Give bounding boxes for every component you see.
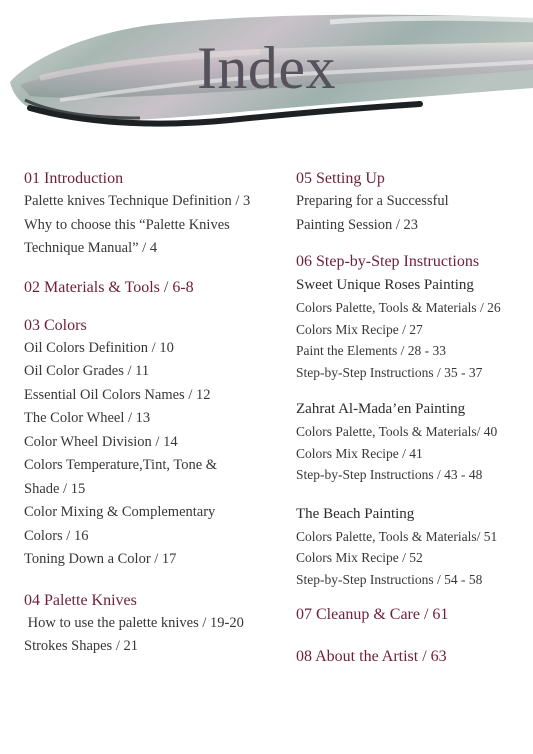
painting-title-zahrat[interactable]: Zahrat Al-Mada’en Painting xyxy=(296,401,466,417)
toc-entry[interactable]: Toning Down a Color / 17 xyxy=(24,551,177,567)
section-heading-palette-knives[interactable]: 04 Palette Knives xyxy=(24,591,137,609)
section-heading-introduction[interactable]: 01 Introduction xyxy=(24,170,124,187)
toc-entry[interactable]: Preparing for a Successful xyxy=(296,193,449,209)
section-heading-step-by-step[interactable]: 06 Step-by-Step Instructions xyxy=(296,253,480,270)
toc-entry[interactable]: Colors Palette, Tools & Materials/ 51 xyxy=(296,528,498,544)
index-right-column xyxy=(296,168,528,668)
toc-entry[interactable]: Oil Colors Definition / 10 xyxy=(24,339,174,356)
section-materials-tools xyxy=(24,277,286,299)
painting-title-roses[interactable]: Sweet Unique Roses Painting xyxy=(296,277,474,293)
toc-entry[interactable]: Colors Mix Recipe / 41 xyxy=(296,445,423,461)
toc-entry[interactable]: Shade / 15 xyxy=(24,480,86,497)
toc-entry[interactable]: Step-by-Step Instructions / 54 - 58 xyxy=(296,571,483,587)
section-heading-about-artist[interactable]: 08 About the Artist / 63 xyxy=(296,648,447,665)
toc-entry[interactable]: Step-by-Step Instructions / 43 - 48 xyxy=(296,467,483,482)
painting-title-beach[interactable]: The Beach Painting xyxy=(296,505,415,522)
section-heading-cleanup-care[interactable]: 07 Cleanup & Care / 61 xyxy=(296,606,449,623)
toc-entry[interactable]: Essential Oil Colors Names / 12 xyxy=(24,386,211,403)
section-heading-setting-up[interactable]: 05 Setting Up xyxy=(296,170,385,187)
section-about-artist xyxy=(296,646,528,668)
section-heading-materials-tools[interactable]: 02 Materials & Tools / 6-8 xyxy=(24,278,194,296)
index-left-column xyxy=(24,168,286,659)
toc-entry[interactable]: Strokes Shapes / 21 xyxy=(24,638,138,654)
toc-entry[interactable]: Colors / 16 xyxy=(24,527,89,544)
toc-entry[interactable]: Colors Mix Recipe / 52 xyxy=(296,550,423,565)
toc-entry[interactable]: Palette knives Technique Definition / 3 xyxy=(24,193,251,209)
section-cleanup-care xyxy=(296,604,528,626)
section-colors xyxy=(24,315,286,572)
toc-entry[interactable]: Colors Palette, Tools & Materials / 26 xyxy=(296,300,501,315)
section-introduction xyxy=(24,168,286,261)
toc-entry[interactable]: Colors Mix Recipe / 27 xyxy=(296,321,423,337)
page-title: Index xyxy=(196,35,337,101)
toc-entry[interactable]: Oil Color Grades / 11 xyxy=(24,363,150,379)
section-heading-colors[interactable]: 03 Colors xyxy=(24,316,87,334)
toc-entry[interactable]: Color Mixing & Complementary xyxy=(24,504,216,520)
section-step-by-step xyxy=(296,251,528,590)
section-palette-knives xyxy=(24,590,286,659)
section-setting-up xyxy=(296,168,528,237)
toc-entry[interactable]: Paint the Elements / 28 - 33 xyxy=(296,343,446,358)
toc-entry[interactable]: How to use the palette knives / 19-20 xyxy=(24,614,244,631)
toc-entry[interactable]: The Color Wheel / 13 xyxy=(24,410,151,426)
toc-entry[interactable]: Technique Manual” / 4 xyxy=(24,240,158,256)
toc-entry[interactable]: Colors Palette, Tools & Materials/ 40 xyxy=(296,424,498,439)
toc-entry[interactable]: Color Wheel Division / 14 xyxy=(24,433,178,450)
toc-entry[interactable]: Colors Temperature,Tint, Tone & xyxy=(24,457,218,473)
toc-entry[interactable]: Painting Session / 23 xyxy=(296,216,419,233)
toc-entry[interactable]: Step-by-Step Instructions / 35 - 37 xyxy=(296,364,483,380)
toc-entry[interactable]: Why to choose this “Palette Knives xyxy=(24,216,230,233)
